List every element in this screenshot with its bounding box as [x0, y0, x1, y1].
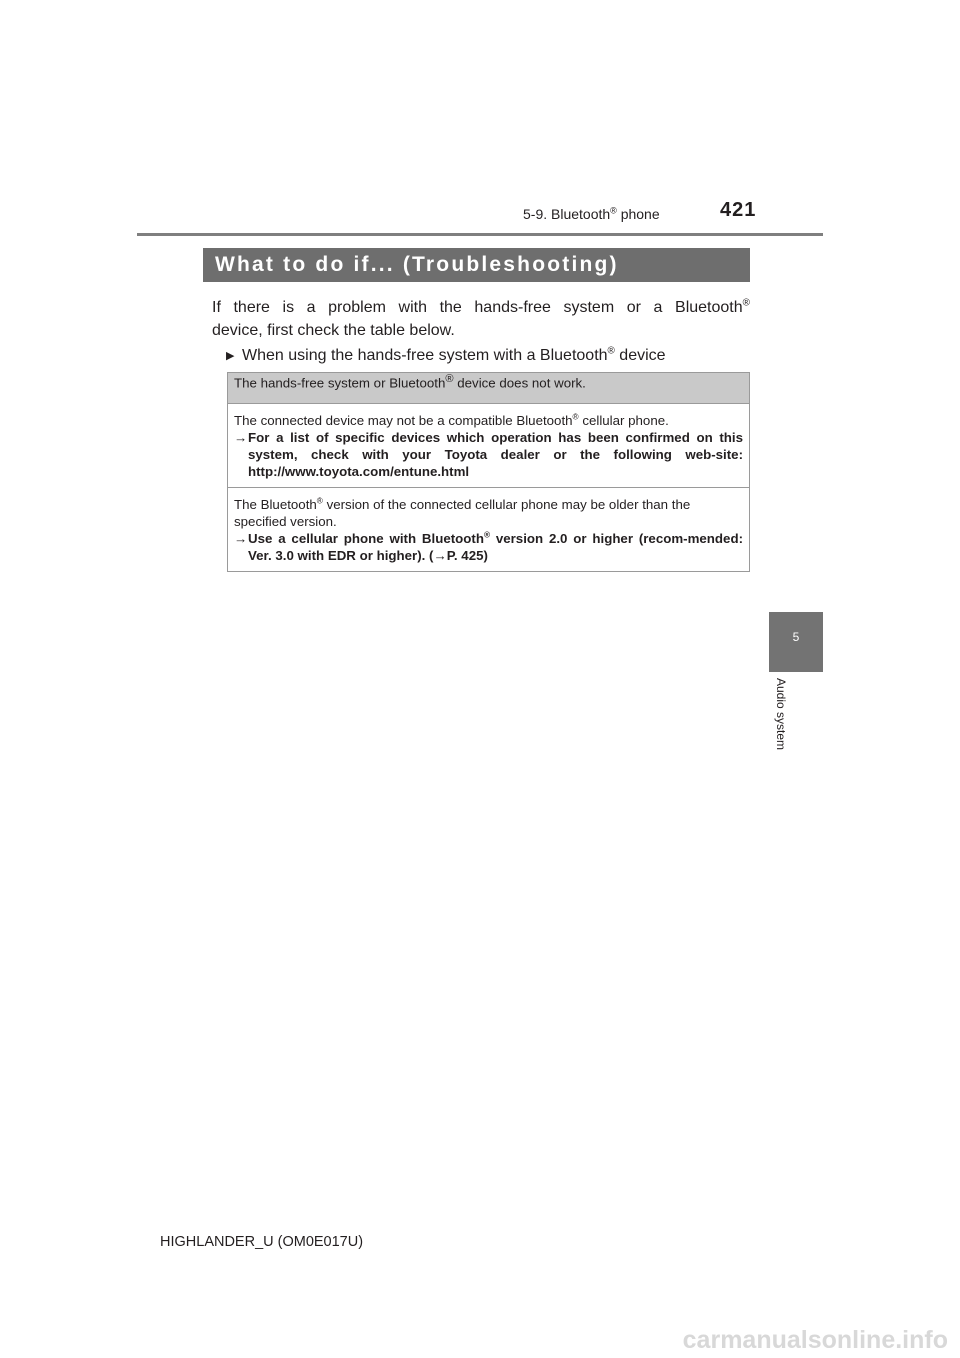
table-row [228, 488, 750, 572]
chapter-tab [769, 612, 823, 672]
intro-word: or [626, 299, 641, 316]
intro-word: there [233, 299, 270, 316]
troubleshooting-table [227, 372, 750, 572]
table-header-row [228, 373, 750, 404]
intro-word: a [653, 299, 663, 316]
arrow-icon: → [433, 548, 447, 563]
cause-text: The Bluetooth® version of the connected cellular phone may be older than the specified version. [234, 496, 691, 529]
chapter-number: 5 [792, 630, 800, 644]
action-text: → Use a cellular phone with Bluetooth® version 2.0 or higher (recom-mended: Ver. 3.0 with EDR or higher). (→P. 425) [234, 530, 743, 563]
intro-word: problem [328, 299, 386, 316]
intro-word: If [212, 299, 221, 316]
page-title: What to do if... (Troubleshooting) [203, 248, 750, 282]
table-row [228, 404, 750, 488]
intro-word: is [282, 299, 295, 316]
triangle-bullet-icon: ▶ [226, 350, 235, 362]
arrow-icon: → [234, 531, 248, 546]
arrow-icon: → [234, 430, 248, 445]
intro-word: Bluetooth® [675, 297, 750, 316]
intro-line-2: device, first check the table below. [212, 322, 455, 339]
header-rule [137, 233, 823, 236]
intro-word: the [439, 299, 462, 316]
intro-word: with [398, 299, 427, 316]
page-number: 421 [720, 199, 757, 221]
section-title: 5-9. Bluetooth® phone [523, 205, 660, 222]
intro-word: system [563, 299, 615, 316]
table-header-cell: The hands-free system or Bluetooth® device does not work. [228, 373, 750, 404]
chapter-label: Audio system [774, 678, 788, 751]
table-cell [228, 404, 750, 488]
sub-heading: ▶ When using the hands-free system with a Bluetooth® device [226, 345, 666, 364]
footer-model-code: HIGHLANDER_U (OM0E017U) [160, 1234, 364, 1250]
watermark: carmanualsonline.info [682, 1326, 948, 1354]
cause-text: The connected device may not be a compatible Bluetooth® cellular phone. [234, 412, 669, 428]
intro-paragraph [212, 296, 750, 342]
intro-word: hands-free [474, 299, 551, 316]
action-text: → For a list of specific devices which operation has been confirmed on this system, check with your Toyota dealer or the following web-site: http://www.toyota.com/entune.html [234, 430, 743, 479]
table-cell [228, 488, 750, 572]
intro-line-1 [212, 296, 750, 319]
intro-word: a [306, 299, 316, 316]
